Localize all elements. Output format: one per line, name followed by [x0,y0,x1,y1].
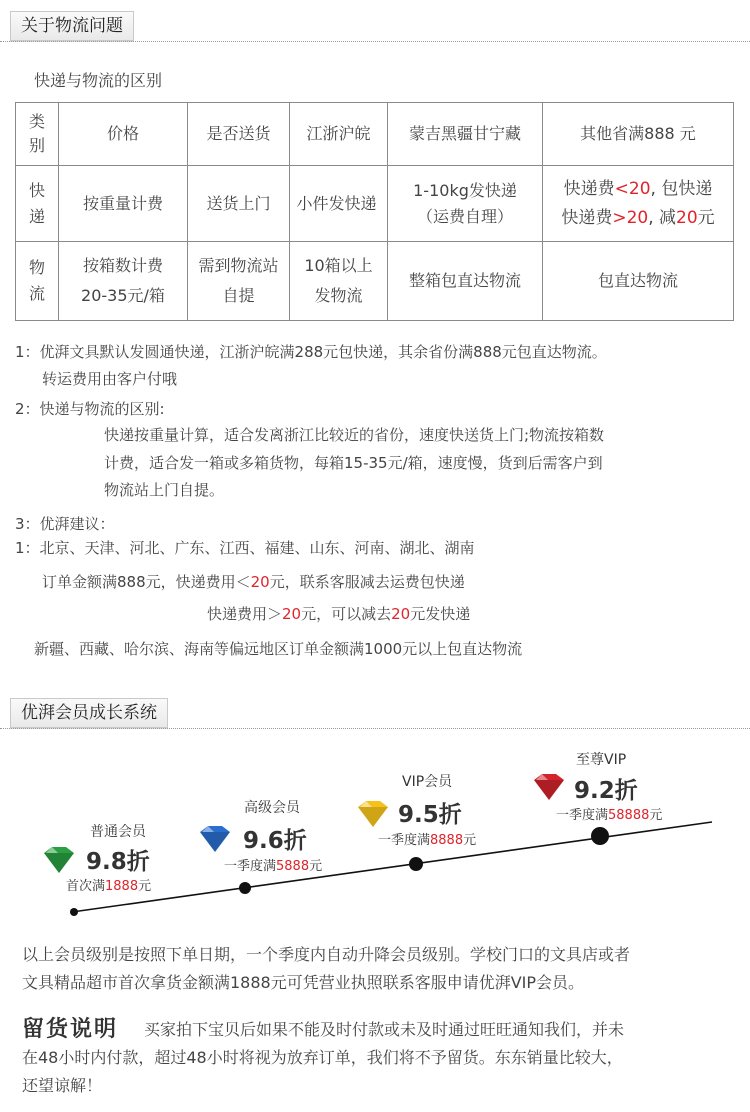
blue-diamond-icon [194,824,236,854]
note-rule-2: 快递费用＞20元，可以减去20元发快递 [207,605,471,623]
note-2-line-1: 快递按重量计算，适合发离浙江比较近的省份，速度快送货上门;物流按箱数 [104,426,605,444]
level-2-condition: 一季度满5888元 [224,859,323,874]
note-2-title: 2：快递与物流的区别: [15,400,165,418]
cell-express-price: 按重量计费 [59,166,188,242]
level-dot-1 [70,908,78,916]
table-header-jzh: 江浙沪皖 [290,103,388,166]
level-3-condition: 一季度满8888元 [378,833,477,848]
red-diamond-icon [528,772,570,802]
cell-express-delivery: 送货上门 [188,166,290,242]
cell-express-remote: 1-10kg发快递 （运费自理） [388,166,543,242]
note-remote: 新疆、西藏、哈尔滨、海南等偏远地区订单金额满1000元以上包直达物流 [34,640,523,658]
table-header-category: 类别 [16,103,59,166]
membership-desc-line-2: 文具精品超市首次拿货金额满1888元可凭营业执照联系客服申请优湃VIP会员。 [22,973,585,992]
table-row [16,103,734,166]
level-4-discount: 9.2折 [574,778,638,804]
reservation-title: 留货说明 [22,1016,119,1042]
reservation-line-3: 还望谅解！ [22,1076,103,1095]
divider [0,41,750,42]
cell-freight-price: 按箱数计费 20-35元/箱 [59,242,188,321]
logistics-subtitle: 快递与物流的区别 [34,71,163,90]
level-1-condition: 首次满1888元 [66,879,152,894]
reservation-line-2: 在48小时内付款，超过48小时将视为放弃订单，我们将不予留货。东东销量比较大， [22,1048,623,1067]
section-title-logistics: 关于物流问题 [10,11,134,41]
divider [0,728,750,729]
section-title-membership: 优湃会员成长系统 [10,698,168,728]
cell-freight-other: 包直达物流 [543,242,734,321]
membership-desc-line-1: 以上会员级别是按照下单日期，一个季度内自动升降会员级别。学校门口的文具店或者 [22,945,631,964]
level-dot-4 [591,827,609,845]
cell-freight-delivery: 需到物流站 自提 [188,242,290,321]
note-rule-1: 订单金额满888元，快递费用＜20元，联系客服减去运费包快递 [42,573,465,591]
note-3-title: 3：优湃建议： [15,515,115,533]
note-2-line-3: 物流站上门自提。 [104,481,225,499]
cell-express-other: 快递费<20, 包快递 快递费>20, 减20元 [543,166,734,242]
logistics-comparison-table [15,102,734,321]
level-2-name: 高级会员 [244,800,300,816]
level-3-discount: 9.5折 [398,802,462,828]
note-1-line-1: 1：优湃文具默认发圆通快递，江浙沪皖满288元包快递，其余省份满888元包直达物流。 [15,343,607,361]
table-row [16,242,734,321]
cell-freight-remote: 整箱包直达物流 [388,242,543,321]
reservation-line-1: 买家拍下宝贝后如果不能及时付款或未及时通过旺旺通知我们，并未 [144,1020,625,1039]
level-3-name: VIP会员 [402,774,453,790]
level-dot-3 [409,857,423,871]
note-1-line-2: 转运费用由客户付哦 [42,370,178,388]
row-label-express: 快递 [16,166,59,242]
table-header-remote: 蒙吉黑疆甘宁藏 [388,103,543,166]
yellow-diamond-icon [352,799,394,829]
table-row [16,166,734,242]
level-dot-2 [239,882,251,894]
table-header-delivery: 是否送货 [188,103,290,166]
level-4-condition: 一季度满58888元 [556,808,663,823]
table-header-price: 价格 [59,103,188,166]
level-1-name: 普通会员 [90,824,146,840]
table-header-other: 其他省满888 元 [543,103,734,166]
level-4-name: 至尊VIP [576,752,627,768]
note-2-line-2: 计费，适合发一箱或多箱货物，每箱15-35元/箱，速度慢，货到后需客户到 [104,454,603,472]
green-diamond-icon [38,845,80,875]
cell-express-jzh: 小件发快递 [290,166,388,242]
level-2-discount: 9.6折 [243,828,307,854]
row-label-freight: 物流 [16,242,59,321]
cell-freight-jzh: 10箱以上 发物流 [290,242,388,321]
note-4-provinces: 1：北京、天津、河北、广东、江西、福建、山东、河南、湖北、湖南 [15,539,475,557]
level-1-discount: 9.8折 [86,849,150,875]
